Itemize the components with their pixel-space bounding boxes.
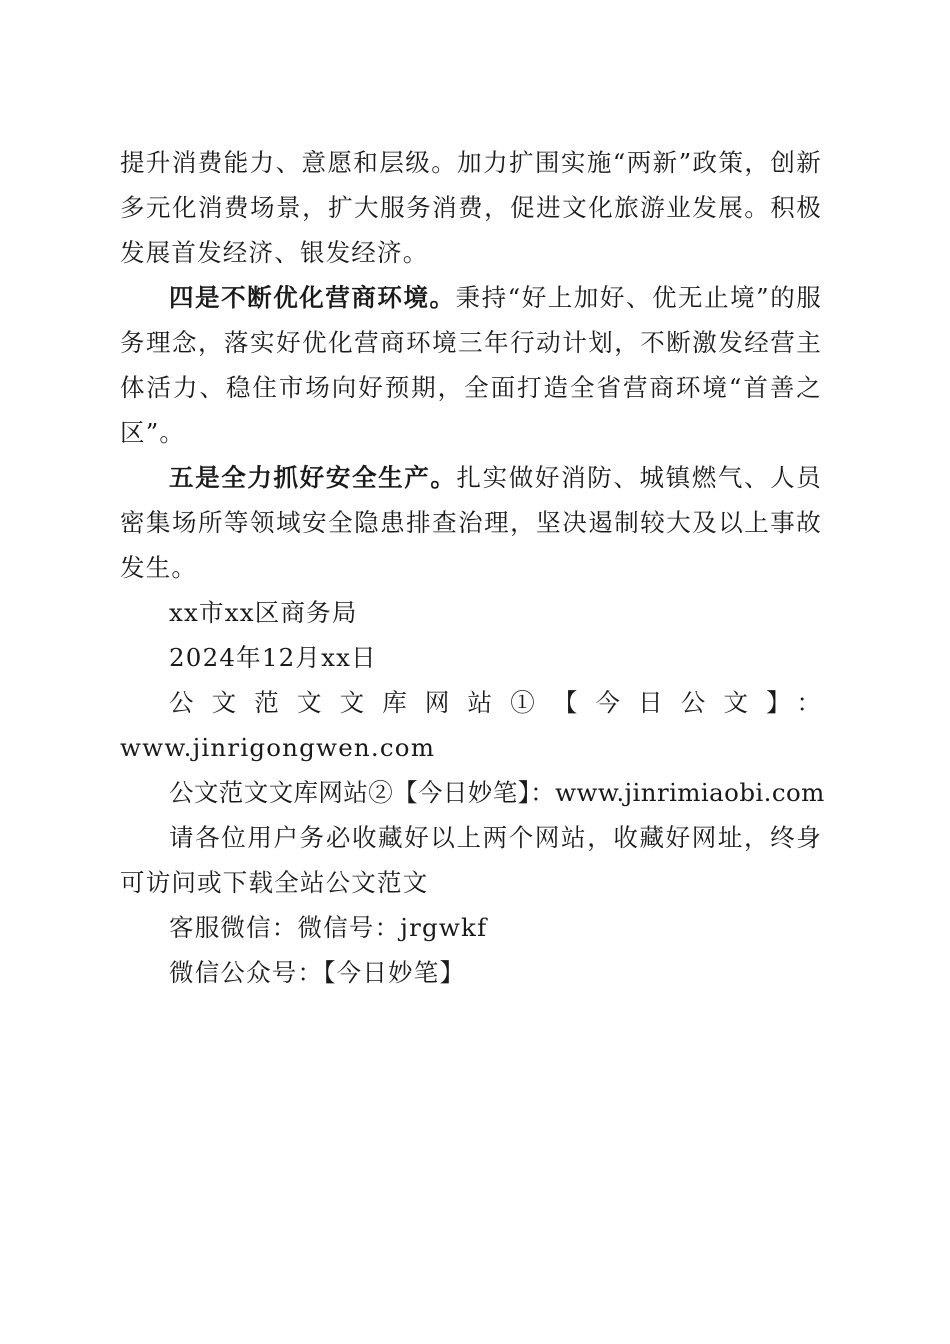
notice-text: 请各位用户务必收藏好以上两个网站，收藏好网址，终身可访问或下载全站公文范文 xyxy=(120,823,822,897)
site1-label: 公文范文文库网站①【今日公文】： xyxy=(169,688,822,717)
site1-url[interactable]: www.jinrigongwen.com xyxy=(120,733,436,762)
signature-date: 2024年12月xx日 xyxy=(169,643,377,672)
site2-line[interactable]: 公文范文文库网站②【今日妙笔】：www.jinrimiaobi.com xyxy=(169,778,825,807)
paragraph-body: 秉持“好上加好、优无止境”的服务理念，落实好优化营商环境三年行动计划，不断激发经营主体活力、稳住市场向好预期，全面打造全省营商环境“首善之区”。 xyxy=(120,283,822,447)
paragraph-consumption: 提升消费能力、意愿和层级。加力扩围实施“两新”政策，创新多元化消费场景，扩大服务消费，促进文化旅游业发展。积极发展首发经济、银发经济。 xyxy=(120,148,822,267)
paragraph-heading: 五是全力抓好安全生产。 xyxy=(169,463,457,492)
signature-organization: xx市xx区商务局 xyxy=(169,598,358,627)
document-page xyxy=(120,140,825,995)
paragraph-body: 扎实做好消防、城镇燃气、人员密集场所等领域安全隐患排查治理，坚决遏制较大及以上事故发生。 xyxy=(120,463,822,582)
paragraph-business-environment xyxy=(120,275,822,455)
service-wechat: 客服微信：微信号：jrgwkf xyxy=(169,913,488,942)
official-account: 微信公众号：【今日妙笔】 xyxy=(169,958,466,987)
paragraph-safety-production xyxy=(120,455,822,590)
paragraph-heading: 四是不断优化营商环境。 xyxy=(169,283,456,312)
